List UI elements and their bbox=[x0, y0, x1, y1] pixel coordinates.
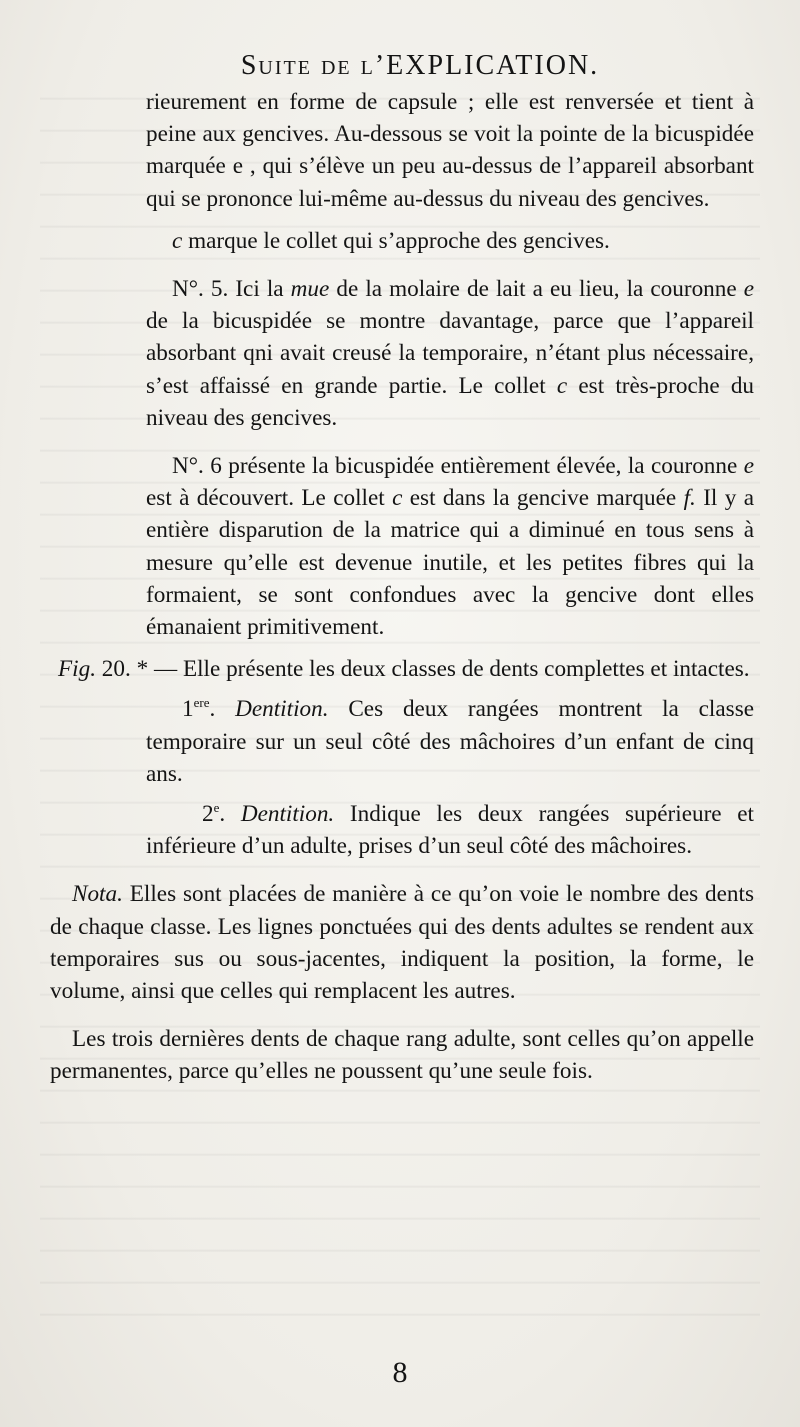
header-explication: EXPLICATION. bbox=[386, 50, 600, 81]
fig-number: 20. bbox=[101, 656, 131, 683]
d1-dot: . bbox=[209, 696, 216, 723]
d1-sup: ere bbox=[193, 695, 210, 711]
paragraph-no5 bbox=[146, 273, 754, 434]
nota-label: Nota. bbox=[72, 881, 123, 908]
d2-num: 2 bbox=[202, 801, 214, 828]
dentition-1 bbox=[146, 693, 754, 790]
no6-rest: Il y a entière disparution de la matrice qui a diminué en tous sens à mesure qu’elle est devenue inutile, et les petites fibres qui la formaient, se sont confondues avec la gencive dont elles émanaient primitivement. bbox=[146, 485, 754, 641]
no5-end: est très-proche du niveau des gencives. bbox=[146, 372, 755, 431]
running-header bbox=[140, 50, 700, 82]
no5-rest: de la bicuspidée se montre davantage, parce que l’appareil absorbant qni avait creusé la temporaire, n’étant plus nécessaire, s’est affaissé en grande partie. Le collet bbox=[146, 308, 754, 399]
page-body bbox=[50, 86, 755, 1088]
dentition-2 bbox=[146, 798, 754, 862]
d1-text: Ces deux rangées montrent la classe temporaire sur un seul côté des mâchoires d’un enfant de cinq ans. bbox=[146, 696, 755, 787]
letter-e: e bbox=[743, 276, 755, 303]
no5-lead: N°. 5. Ici la bbox=[172, 276, 284, 303]
paragraph-collet-text: marque le collet qui s’approche des gencives. bbox=[188, 227, 610, 254]
header-l: L bbox=[360, 57, 375, 79]
header-suite-rest: UITE bbox=[258, 57, 312, 79]
paragraph-collet bbox=[146, 225, 754, 257]
page-number: 8 bbox=[392, 1356, 408, 1389]
no6-mid: est à découvert. Le collet bbox=[146, 485, 385, 512]
no5-mid: de la molaire de lait a eu lieu, la couronne bbox=[336, 276, 737, 303]
paragraph-no6 bbox=[146, 450, 754, 643]
no6-mid2: est dans la gencive marquée bbox=[409, 485, 677, 512]
fig-text: * — Elle présente les deux classes de dents complettes et intactes. bbox=[136, 656, 750, 683]
nota-paragraph bbox=[50, 878, 754, 1007]
letter-c: c bbox=[172, 227, 183, 254]
letter-c-3: c bbox=[392, 485, 403, 512]
nota-text: Elles sont placées de manière à ce qu’on voie le nombre des dents de chaque classe. Les lignes ponctuées qui des dents adultes se rendent aux temporaires sus ou sous-jacentes, indiquent la position, la forme, le volume, ainsi que celles qui remplacent les autres. bbox=[50, 881, 754, 1005]
no6-lead: N°. 6 présente la bicuspidée entièrement élevée, la couronne bbox=[172, 453, 738, 480]
final-paragraph: Les trois dernières dents de chaque rang adulte, sont celles qu’on appelle permanentes, parce qu’elles ne poussent qu’une seule fois. bbox=[50, 1026, 754, 1085]
d2-text: Indique les deux rangées supérieure et inférieure d’un adulte, prises d’un seul côté des mâchoires. bbox=[146, 801, 755, 860]
fig-label: Fig. bbox=[58, 656, 96, 683]
letter-e-2: e bbox=[743, 453, 755, 480]
d2-sup: e bbox=[213, 800, 220, 816]
header-initial-s: S bbox=[240, 50, 259, 81]
d2-title: Dentition. bbox=[240, 801, 335, 828]
d2-dot: . bbox=[219, 801, 226, 828]
letter-c-2: c bbox=[556, 372, 568, 399]
word-mue: mue bbox=[290, 276, 330, 303]
figure-20-caption bbox=[58, 653, 754, 685]
d1-num: 1 bbox=[182, 696, 194, 723]
letter-f: f. bbox=[683, 485, 696, 512]
header-de: DE bbox=[320, 57, 352, 79]
header-apostrophe: ’ bbox=[374, 50, 387, 81]
d1-title: Dentition. bbox=[235, 696, 329, 723]
paragraph-capsule: rieurement en forme de capsule ; elle est renversée et tient à peine aux gencives. Au-dessous se voit la pointe de la bicuspidée marquée e , qui s’élève un peu au-dessus de l’appareil absorbant qui se prononce lui-même au-dessus du niveau des gencives. bbox=[146, 89, 754, 212]
